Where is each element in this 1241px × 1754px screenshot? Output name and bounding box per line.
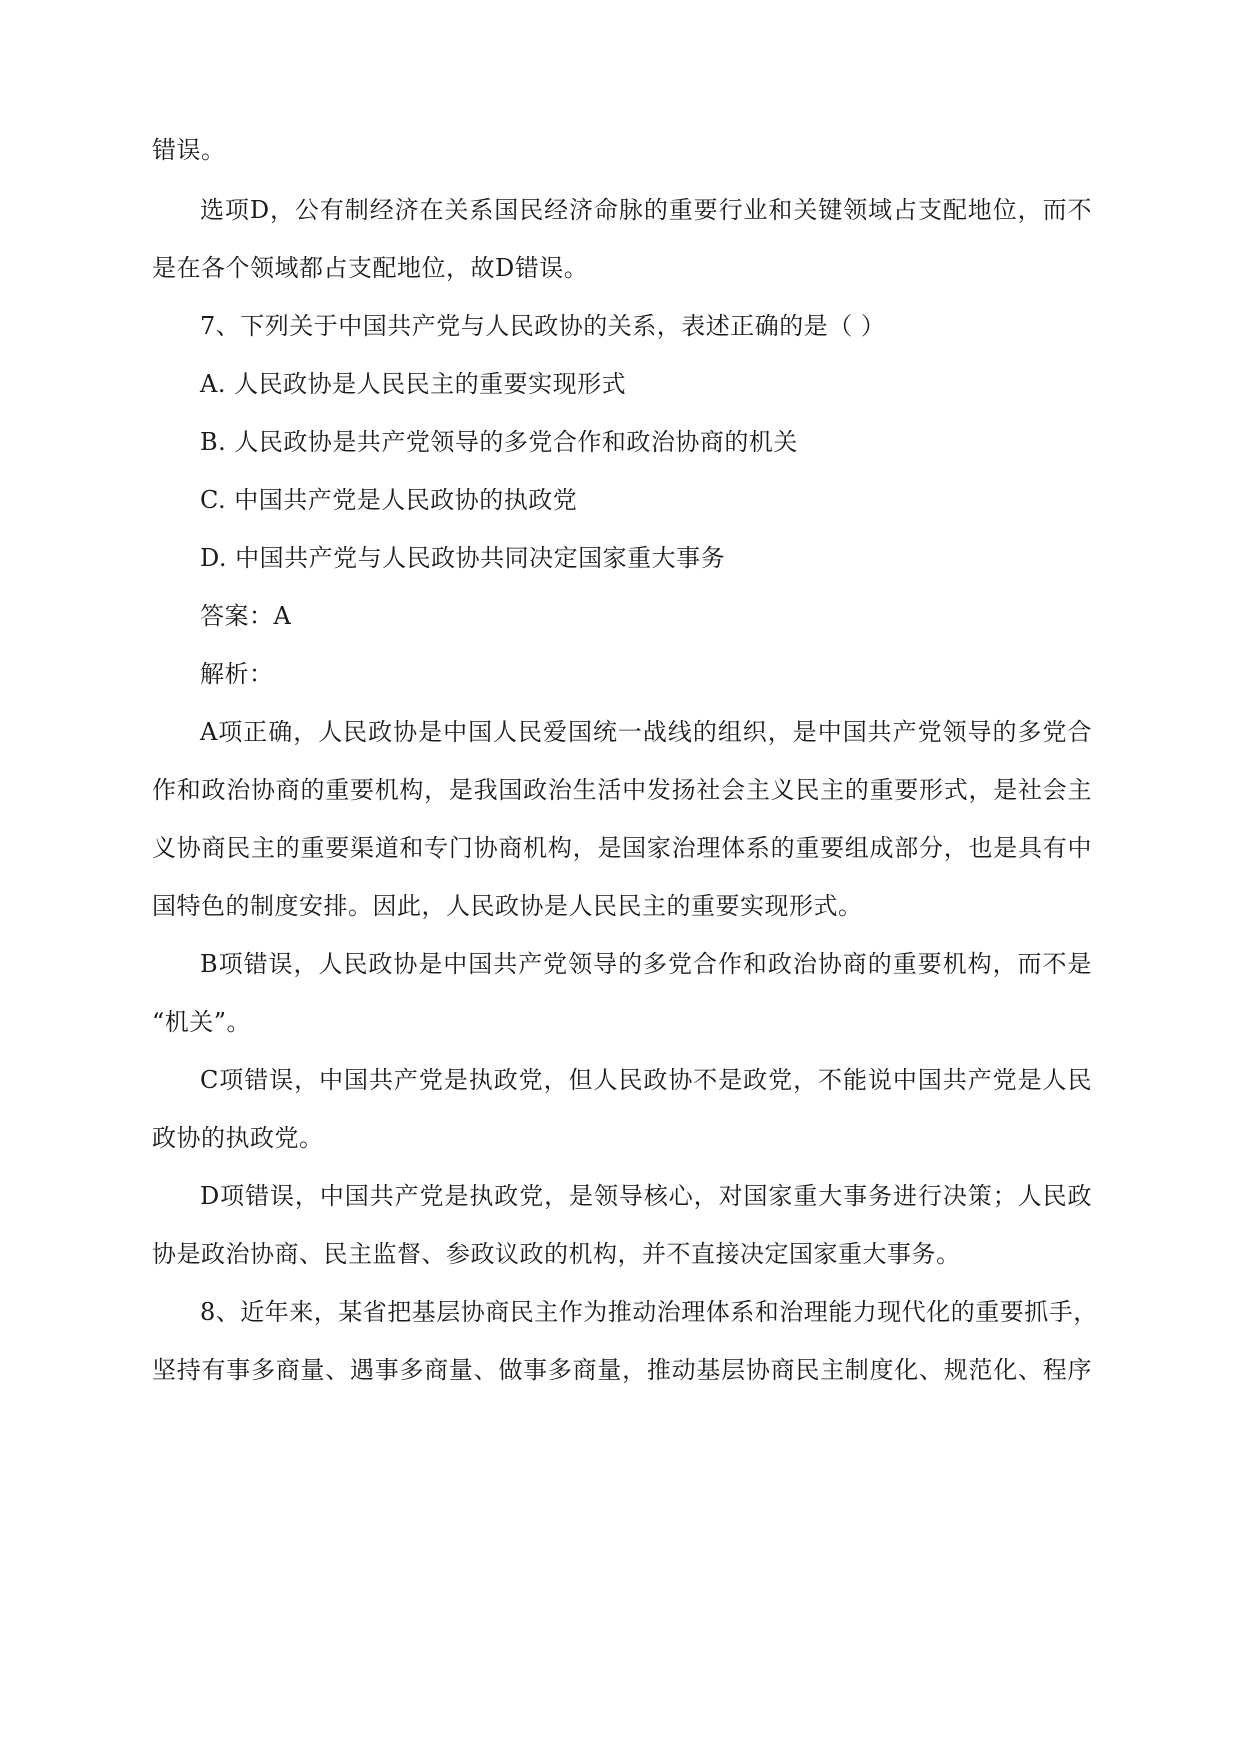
option-d: D. 中国共产党与人民政协共同决定国家重大事务 — [200, 544, 726, 572]
text-line: 错误。 — [152, 136, 226, 164]
text-line: 协是政治协商、民主监督、参政议政的机构，并不直接决定国家重大事务。 — [152, 1240, 961, 1268]
text-line: “机关”。 — [152, 1008, 252, 1036]
option-b: B. 人民政协是共产党领导的多党合作和政治协商的机关 — [200, 428, 798, 456]
option-a: A. 人民政协是人民民主的重要实现形式 — [200, 370, 627, 398]
text-line: 坚持有事多商量、遇事多商量、做事多商量，推动基层协商民主制度化、规范化、程序 — [152, 1356, 1092, 1384]
text-line: 国特色的制度安排。因此，人民政协是人民民主的重要实现形式。 — [152, 892, 863, 920]
text-line: C项错误，中国共产党是执政党，但人民政协不是政党，不能说中国共产党是人民 — [200, 1066, 1092, 1094]
analysis-heading: 解析： — [200, 660, 274, 688]
question-8: 8、近年来，某省把基层协商民主作为推动治理体系和治理能力现代化的重要抓手， — [200, 1298, 1098, 1326]
answer: 答案：A — [200, 602, 292, 630]
text-line: 是在各个领域都占支配地位，故D错误。 — [152, 254, 589, 282]
text-line: B项错误，人民政协是中国共产党领导的多党合作和政治协商的重要机构，而不是 — [200, 950, 1092, 978]
text-line: A项正确，人民政协是中国人民爱国统一战线的组织，是中国共产党领导的多党合 — [200, 718, 1092, 746]
option-c: C. 中国共产党是人民政协的执政党 — [200, 486, 578, 514]
question-7: 7、下列关于中国共产党与人民政协的关系，表述正确的是（ ） — [200, 312, 886, 340]
text-line: 义协商民主的重要渠道和专门协商机构，是国家治理体系的重要组成部分，也是具有中 — [152, 834, 1092, 862]
text-line: D项错误，中国共产党是执政党，是领导核心，对国家重大事务进行决策；人民政 — [200, 1182, 1092, 1210]
text-line: 选项D，公有制经济在关系国民经济命脉的重要行业和关键领域占支配地位，而不 — [200, 196, 1092, 224]
text-line: 作和政治协商的重要机构，是我国政治生活中发扬社会主义民主的重要形式，是社会主 — [152, 776, 1092, 804]
text-line: 政协的执政党。 — [152, 1124, 324, 1152]
